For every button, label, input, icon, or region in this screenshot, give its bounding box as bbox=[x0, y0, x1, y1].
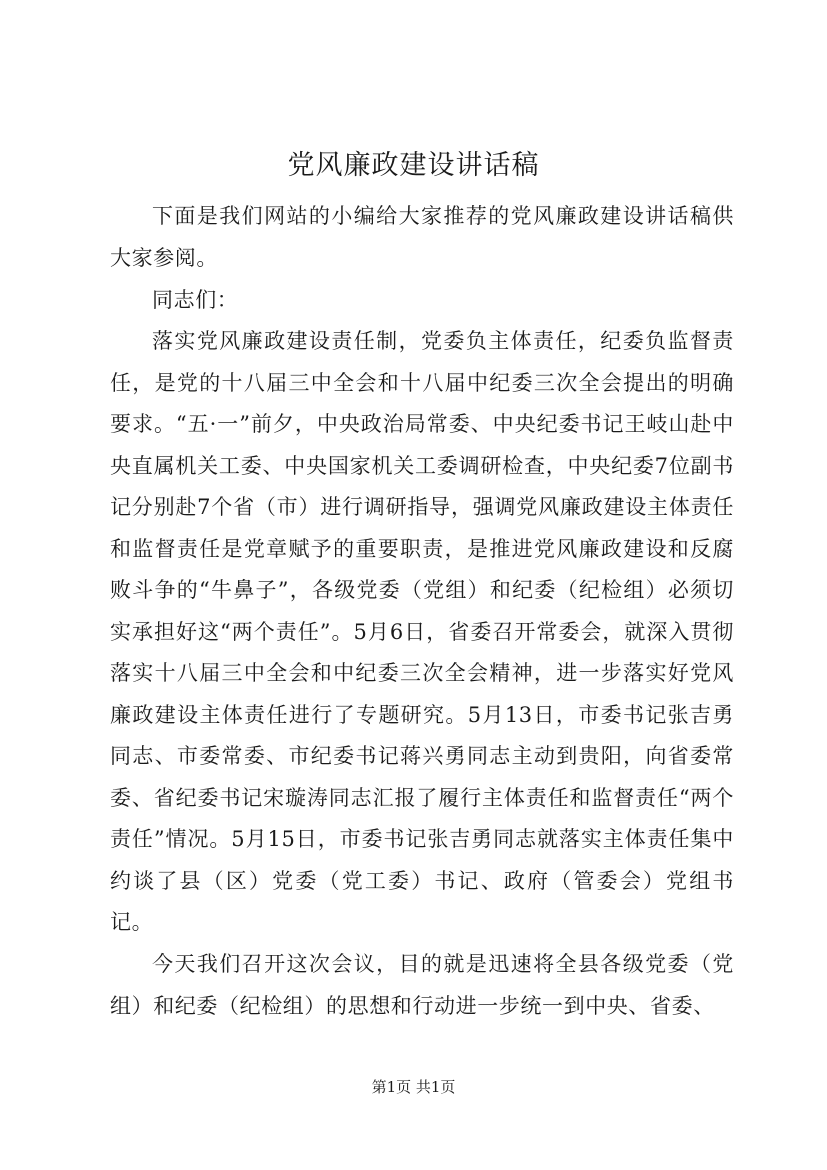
page-number-footer: 第1页 共1页 bbox=[371, 1078, 456, 1096]
paragraph-main: 落实党风廉政建设责任制，党委负主体责任，纪委负监督责任，是党的十八届三中全会和十八届中纪委三次全会提出的明确要求。“五·一”前夕，中央政治局常委、中央纪委书记王岐山赴中央直属机关工委、中央国家机关工委调研检查，中央纪委7位副书记分别赴7个省（市）进行调研指导，强调党风廉政建设主体责任和监督责任是党章赋予的重要职责，是推进党风廉政建设和反腐败斗争的“牛鼻子”，各级党委（党组）和纪委（纪检组）必须切实承担好这“两个责任”。5月6日，省委召开常委会，就深入贯彻落实十八届三中全会和中纪委三次全会精神，进一步落实好党风廉政建设主体责任进行了专题研究。5月13日，市委书记张吉勇同志、市委常委、市纪委书记蒋兴勇同志主动到贵阳，向省委常委、省纪委书记宋璇涛同志汇报了履行主体责任和监督责任“两个责任”情况。5月15日，市委书记张吉勇同志就落实主体责任集中约谈了县（区）党委（党工委）书记、政府（管委会）党组书记。 bbox=[110, 329, 734, 934]
paragraph-intro: 下面是我们网站的小编给大家推荐的党风廉政建设讲话稿供大家参阅。 bbox=[110, 204, 734, 270]
paragraph-meeting: 今天我们召开这次会议，目的就是迅速将全县各级党委（党组）和纪委（纪检组）的思想和行动进一步统一到中央、省委、 bbox=[110, 952, 734, 1018]
paragraph-salutation: 同志们： bbox=[152, 288, 239, 312]
document-title: 党风廉政建设讲话稿 bbox=[287, 150, 540, 181]
